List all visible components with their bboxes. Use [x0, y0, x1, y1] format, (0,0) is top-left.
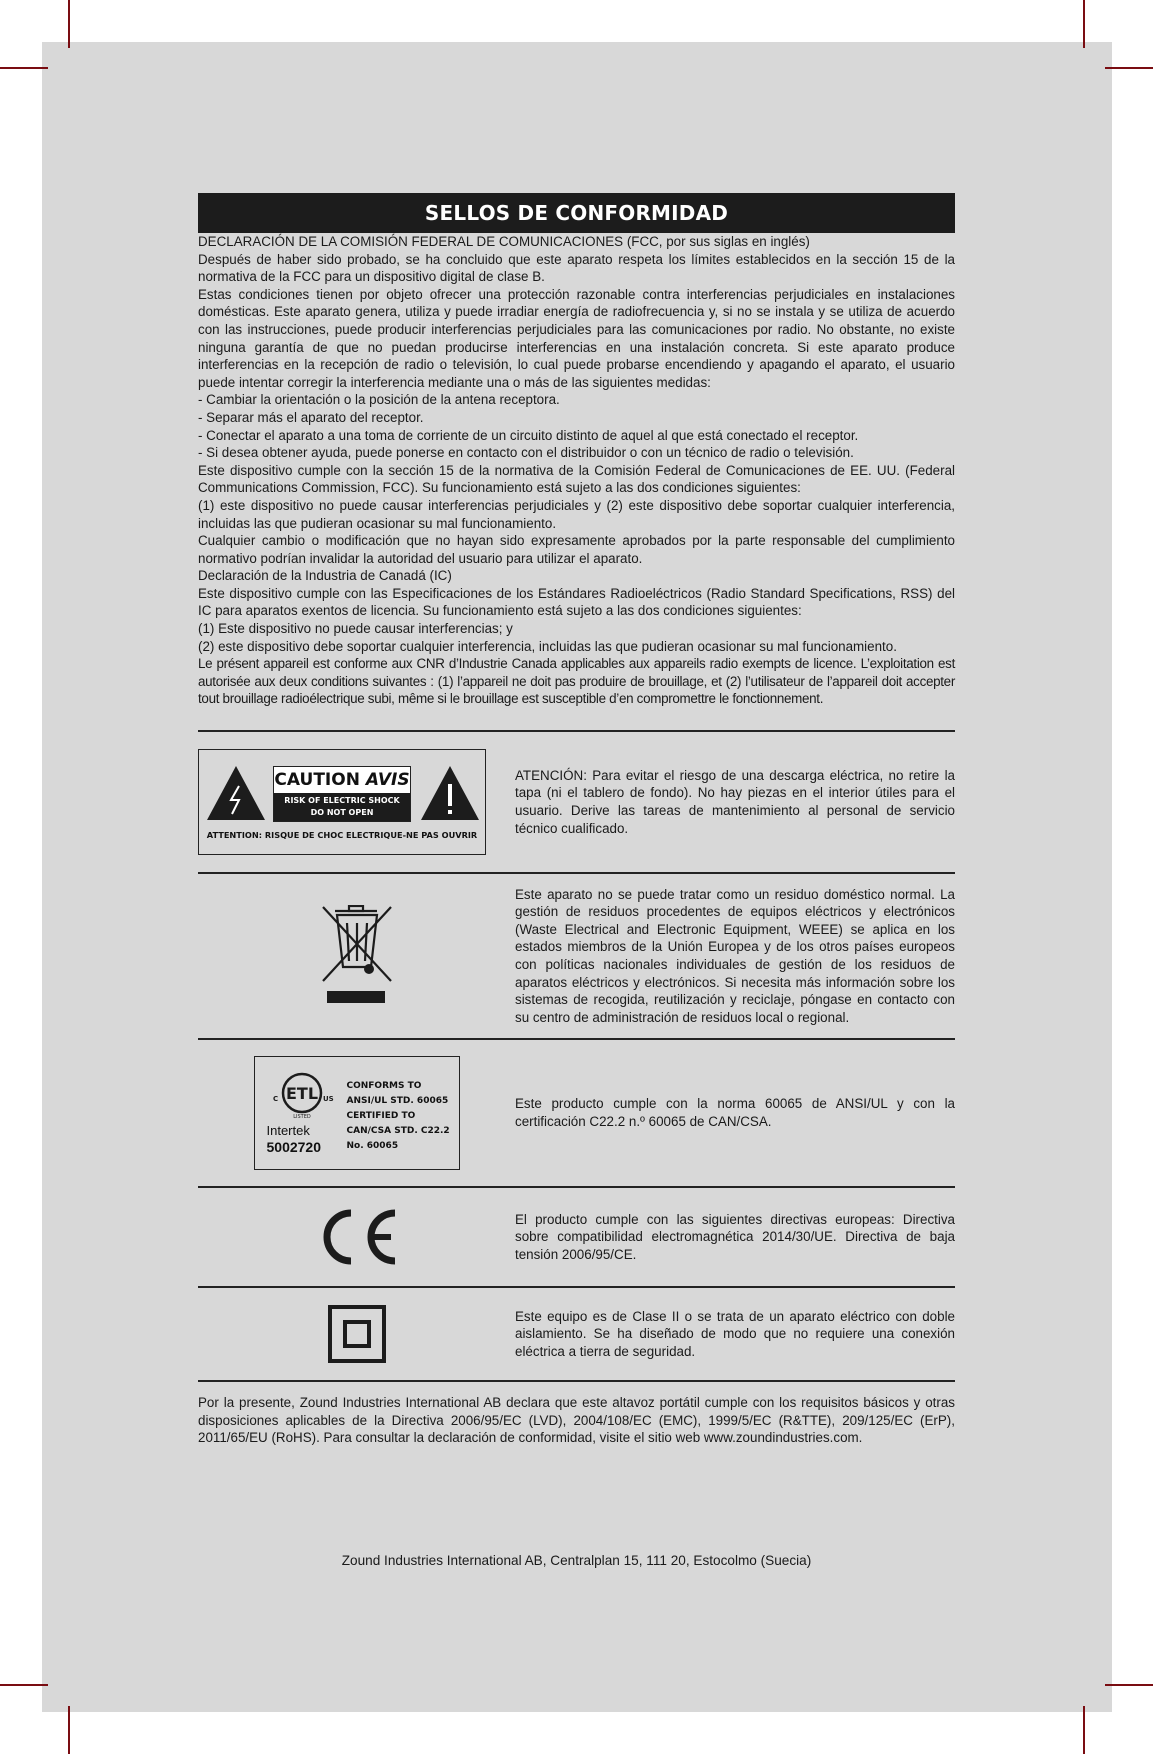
intertek-number: 5002720 — [266, 1139, 322, 1156]
risk-banner — [274, 793, 410, 821]
ic-text: Este dispositivo cumple con las Especificaciones de los Estándares Radioeléctricos (Radio Standard Specifications, RSS) del IC para aparatos exentos de licencia. Su funcionamiento está sujeto a las dos condiciones siguientes: — [198, 585, 955, 619]
ic-statement — [198, 567, 955, 655]
caution-heading — [274, 767, 410, 793]
etl-line: ANSI/UL STD. 60065 — [346, 1096, 449, 1107]
etl-section — [198, 1040, 955, 1188]
weee-text: Este aparato no se puede tratar como un residuo doméstico normal. La gestión de residuos procedentes de equipos eléctricos y electrónicos (Waste Electrical and Electronic Equipment, WEEE) se aplica en los estados miembros de la Unión Europea y de los otros países europeos con políticas nacionales individuales de gestión de los residuos de aparatos eléctricos y electrónicos. Si necesita más información sobre los sistemas de recogida, reutilización y reciclaje, póngase en contacto con su centro de administración de residuos local o regional. — [515, 886, 955, 1025]
etl-line: No. 60065 — [346, 1141, 399, 1152]
fcc-compliance-conditions: (1) este dispositivo no puede causar interferencias perjudiciales y (2) este dispositivo debe soportar cualquier interferencia, incluidas las que pudieran ocasionar su mal funcionamiento. — [198, 497, 955, 531]
weee-section — [198, 874, 955, 1040]
fcc-measure: - Separar más el aparato del receptor. — [198, 409, 424, 425]
ic-heading: Declaración de la Industria de Canadá (IC) — [198, 568, 452, 584]
ce-mark-icon — [315, 1207, 399, 1267]
svg-text:ETL: ETL — [285, 1084, 318, 1104]
fcc-measure: - Cambiar la orientación o la posición de la antena receptora. — [198, 392, 560, 408]
etl-line: CERTIFIED TO — [346, 1111, 416, 1122]
ce-text: El producto cumple con las siguientes directivas europeas: Directiva sobre compatibilidad electromagnética 2014/30/UE. Directiva de baja tensión 2006/95/CE. — [515, 1211, 955, 1262]
crop-mark — [1105, 67, 1153, 69]
fcc-measure: - Si desea obtener ayuda, puede ponerse en contacto con el distribuidor o con un técnico de radio o televisión. — [198, 445, 854, 461]
crop-mark — [68, 1706, 70, 1754]
etl-label — [254, 1056, 460, 1170]
fcc-changes: Cualquier cambio o modificación que no hayan sido expresamente aprobados por la parte responsable del cumplimiento normativo podrían invalidar la autoridad del usuario para utilizar el aparato. — [198, 533, 955, 566]
company-address: Zound Industries International AB, Centralplan 15, 111 20, Estocolmo (Suecia) — [341, 1553, 812, 1568]
electric-shock-warning-icon — [205, 764, 267, 822]
etl-conformity-text — [347, 1079, 450, 1154]
document-content — [198, 193, 955, 1447]
etl-line: CONFORMS TO — [346, 1081, 422, 1092]
crop-mark — [1105, 1684, 1153, 1686]
crop-mark — [68, 0, 70, 48]
crossed-bin-icon — [317, 905, 397, 1007]
fcc-heading: DECLARACIÓN DE LA COMISIÓN FEDERAL DE COMUNICACIONES (FCC, por sus siglas en inglés) — [198, 234, 810, 249]
class2-text: Este equipo es de Clase II o se trata de un aparato eléctrico con doble aislamiento. Se ha diseñado de modo que no requiere una conexión eléctrica a tierra de seguridad. — [515, 1308, 955, 1359]
caution-avis-box — [273, 766, 411, 822]
page-title: SELLOS DE CONFORMIDAD — [198, 193, 955, 233]
exclamation-warning-icon — [419, 764, 481, 822]
svg-text:C: C — [272, 1095, 278, 1104]
attention-french: ATTENTION: RISQUE DE CHOC ELECTRIQUE-NE PAS OUVRIR — [206, 830, 478, 841]
crop-mark — [1083, 0, 1085, 48]
caution-text: ATENCIÓN: Para evitar el riesgo de una descarga eléctrica, no retire la tapa (ni el tablero de fondo). No hay piezas en el interior útiles para el usuario. Derive las tareas de mantenimiento al personal de servicio técnico cualificado. — [515, 767, 955, 836]
caution-label — [198, 749, 486, 855]
fcc-measure: - Conectar el aparato a una toma de corriente de un circuito distinto de aquel al que está conectado el receptor. — [198, 427, 859, 443]
risk-line: RISK OF ELECTRIC SHOCK — [284, 796, 400, 806]
svg-text:LISTED: LISTED — [292, 1114, 311, 1121]
fcc-compliance — [198, 462, 955, 568]
etl-line: CAN/CSA STD. C22.2 — [346, 1126, 450, 1137]
risk-line: DO NOT OPEN — [310, 808, 374, 818]
declaration-of-conformity: Por la presente, Zound Industries International AB declara que este altavoz portátil cumple con los requisitos básicos y otras disposiciones aplicables de la Directiva 2006/95/EC (LVD), 2004/108/EC (EMC), 1999/5/EC (R&TTE), 209/125/EC (ErP), 2011/65/EU (RoHS). Para consultar la declaración de conformidad, visite el sitio web www.zoundindustries.com. — [198, 1395, 955, 1446]
fcc-compliance-text: Este dispositivo cumple con la sección 15 de la normativa de la Comisión Federal de Comunicaciones de EE. UU. (Federal Communications Commission, FCC). Su funcionamiento está sujeto a las dos condiciones siguientes: — [198, 462, 955, 496]
ce-section — [198, 1188, 955, 1288]
fcc-conditions — [198, 286, 955, 462]
avis-word: AVIS — [365, 770, 410, 791]
crop-mark — [0, 67, 48, 69]
caution-section — [198, 732, 955, 874]
etl-text: Este producto cumple con la norma 60065 de ANSI/UL y con la certificación C22.2 n.º 60065 de CAN/CSA. — [515, 1096, 955, 1130]
crop-mark — [0, 1684, 48, 1686]
caution-word: CAUTION — [274, 770, 360, 791]
fcc-intro: Después de haber sido probado, se ha concluido que este aparato respeta los límites establecidos en la sección 15 de la normativa de la FCC para un dispositivo digital de clase B. — [198, 251, 955, 285]
intertek-name: Intertek — [266, 1123, 310, 1139]
etl-listed-mark-icon — [269, 1069, 335, 1121]
ic-condition: (2) este dispositivo debe soportar cualquier interferencia, incluidas las que pudieran ocasionar su mal funcionamiento. — [198, 638, 897, 654]
ic-condition: (1) Este dispositivo no puede causar interferencias; y — [198, 621, 513, 637]
crop-mark — [1083, 1706, 1085, 1754]
fcc-statement — [198, 233, 955, 286]
fcc-conditions-text: Estas condiciones tienen por objeto ofrecer una protección razonable contra interferencias perjudiciales en instalaciones domésticas. Este aparato genera, utiliza y puede irradiar energía de radiofrecuencia y, si no se instala y se utiliza de acuerdo con las instrucciones, puede producir interferencias perjudiciales para las comunicaciones por radio. No obstante, no existe ninguna garantía de que no puedan producirse interferencias en una instalación concreta. Si este aparato produce interferencias en la recepción de radio o televisión, lo cual puede probarse encendiendo y apagando el aparato, el usuario puede intentar corregir la interferencia mediante una o más de las siguientes medidas: — [198, 286, 955, 390]
ic-french-statement: Le présent appareil est conforme aux CNR d’Industrie Canada applicables aux appareils radio exempts de licence. L’exploitation est autorisée aux deux conditions suivantes : (1) l’appareil ne doit pas produire de brouillage, et (2) l’utilisateur de l’appareil doit accepter tout brouillage radioélectrique subi, même si le brouillage est susceptible d’en compromettre le fonctionnement. — [198, 656, 955, 707]
class2-section — [198, 1288, 955, 1382]
double-insulation-icon — [327, 1304, 387, 1364]
svg-text:US: US — [322, 1095, 334, 1104]
